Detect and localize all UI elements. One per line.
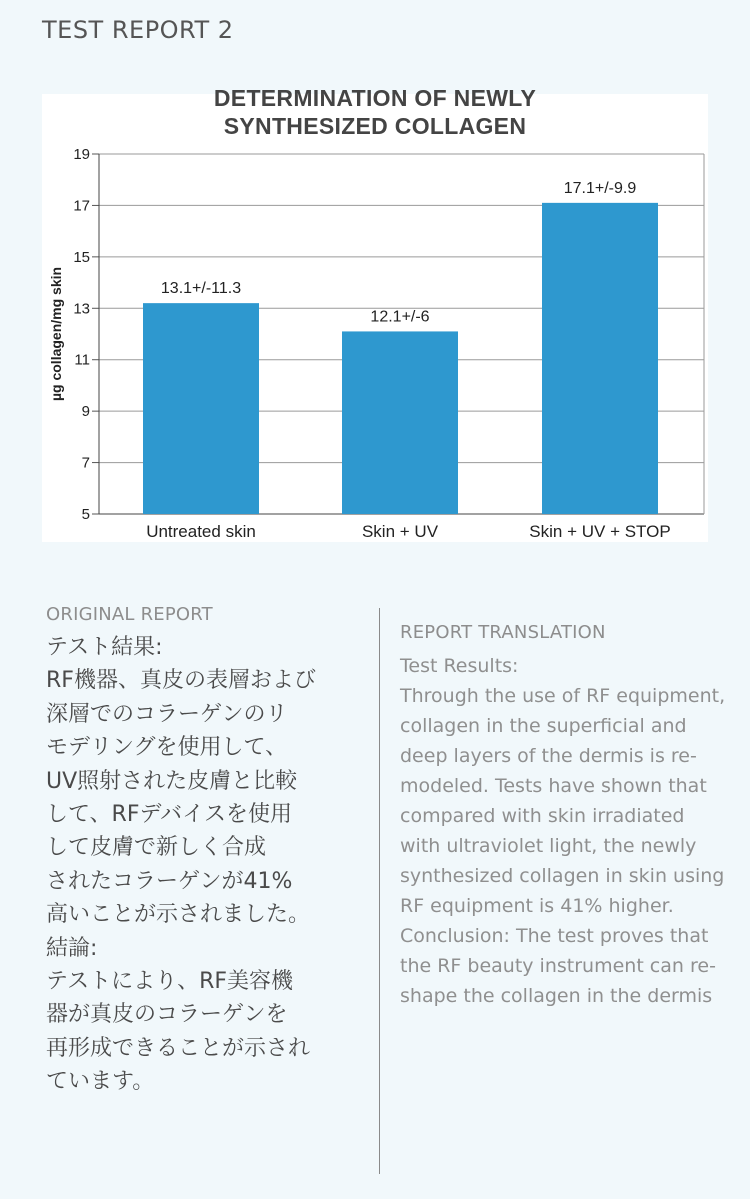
chart-title-line-1: DETERMINATION OF NEWLY <box>213 85 537 111</box>
y-tick-label: 17 <box>73 197 90 215</box>
original-report-text: テスト結果: RF機器、真皮の表層および 深層でのコラーゲンのリ モデリングを使用して、 UV照射された皮膚と比較 して、RFデバイスを使用 して皮膚で新しく合成 されたコラーゲンが41% 高いことが示されました。 結論: テストにより、RF美容機 器が真皮のコラーゲンを 再形成できることが示され ています。 <box>46 635 316 1095</box>
data-label: 17.1+/-9.9 <box>563 179 637 197</box>
x-category-label: Skin + UV <box>361 522 439 541</box>
bar <box>342 331 458 514</box>
bar <box>143 303 259 514</box>
original-report-heading: ORIGINAL REPORT <box>46 604 213 625</box>
y-tick-label: 15 <box>73 248 90 266</box>
bar-chart <box>42 94 708 542</box>
report-translation-heading: REPORT TRANSLATION <box>400 622 606 643</box>
chart-title <box>42 84 708 140</box>
report-translation <box>400 622 730 1011</box>
report-translation-text: Test Results: Through the use of RF equipment, collagen in the superficial and deep layers of the dermis is re- modeled. Tests have shown that compared with skin irradiated with ultraviolet light, the newly synthesized collagen in skin using RF equipment is 41% higher. Conclusion: The test proves that the RF beauty instrument can re- shape the collagen in the dermis <box>400 655 726 1007</box>
y-tick-label: 9 <box>81 403 90 421</box>
original-report <box>46 604 366 1099</box>
y-tick-label: 19 <box>73 146 90 163</box>
y-tick-label: 5 <box>81 506 90 523</box>
column-divider <box>379 608 380 1174</box>
x-category-label: Untreated skin <box>146 522 256 541</box>
data-label: 12.1+/-6 <box>370 308 430 326</box>
y-tick-label: 13 <box>73 300 90 318</box>
bar <box>542 203 658 514</box>
x-category-label: Skin + UV + STOP <box>529 522 671 541</box>
chart-panel <box>42 94 708 542</box>
page-title: TEST REPORT 2 <box>42 16 234 44</box>
data-label: 13.1+/-11.3 <box>160 280 242 298</box>
y-tick-label: 7 <box>81 454 90 472</box>
y-axis-label: µg collagen/mg skin <box>48 266 64 402</box>
y-tick-label: 11 <box>74 351 90 369</box>
chart-title-line-2: SYNTHESIZED COLLAGEN <box>223 113 527 139</box>
